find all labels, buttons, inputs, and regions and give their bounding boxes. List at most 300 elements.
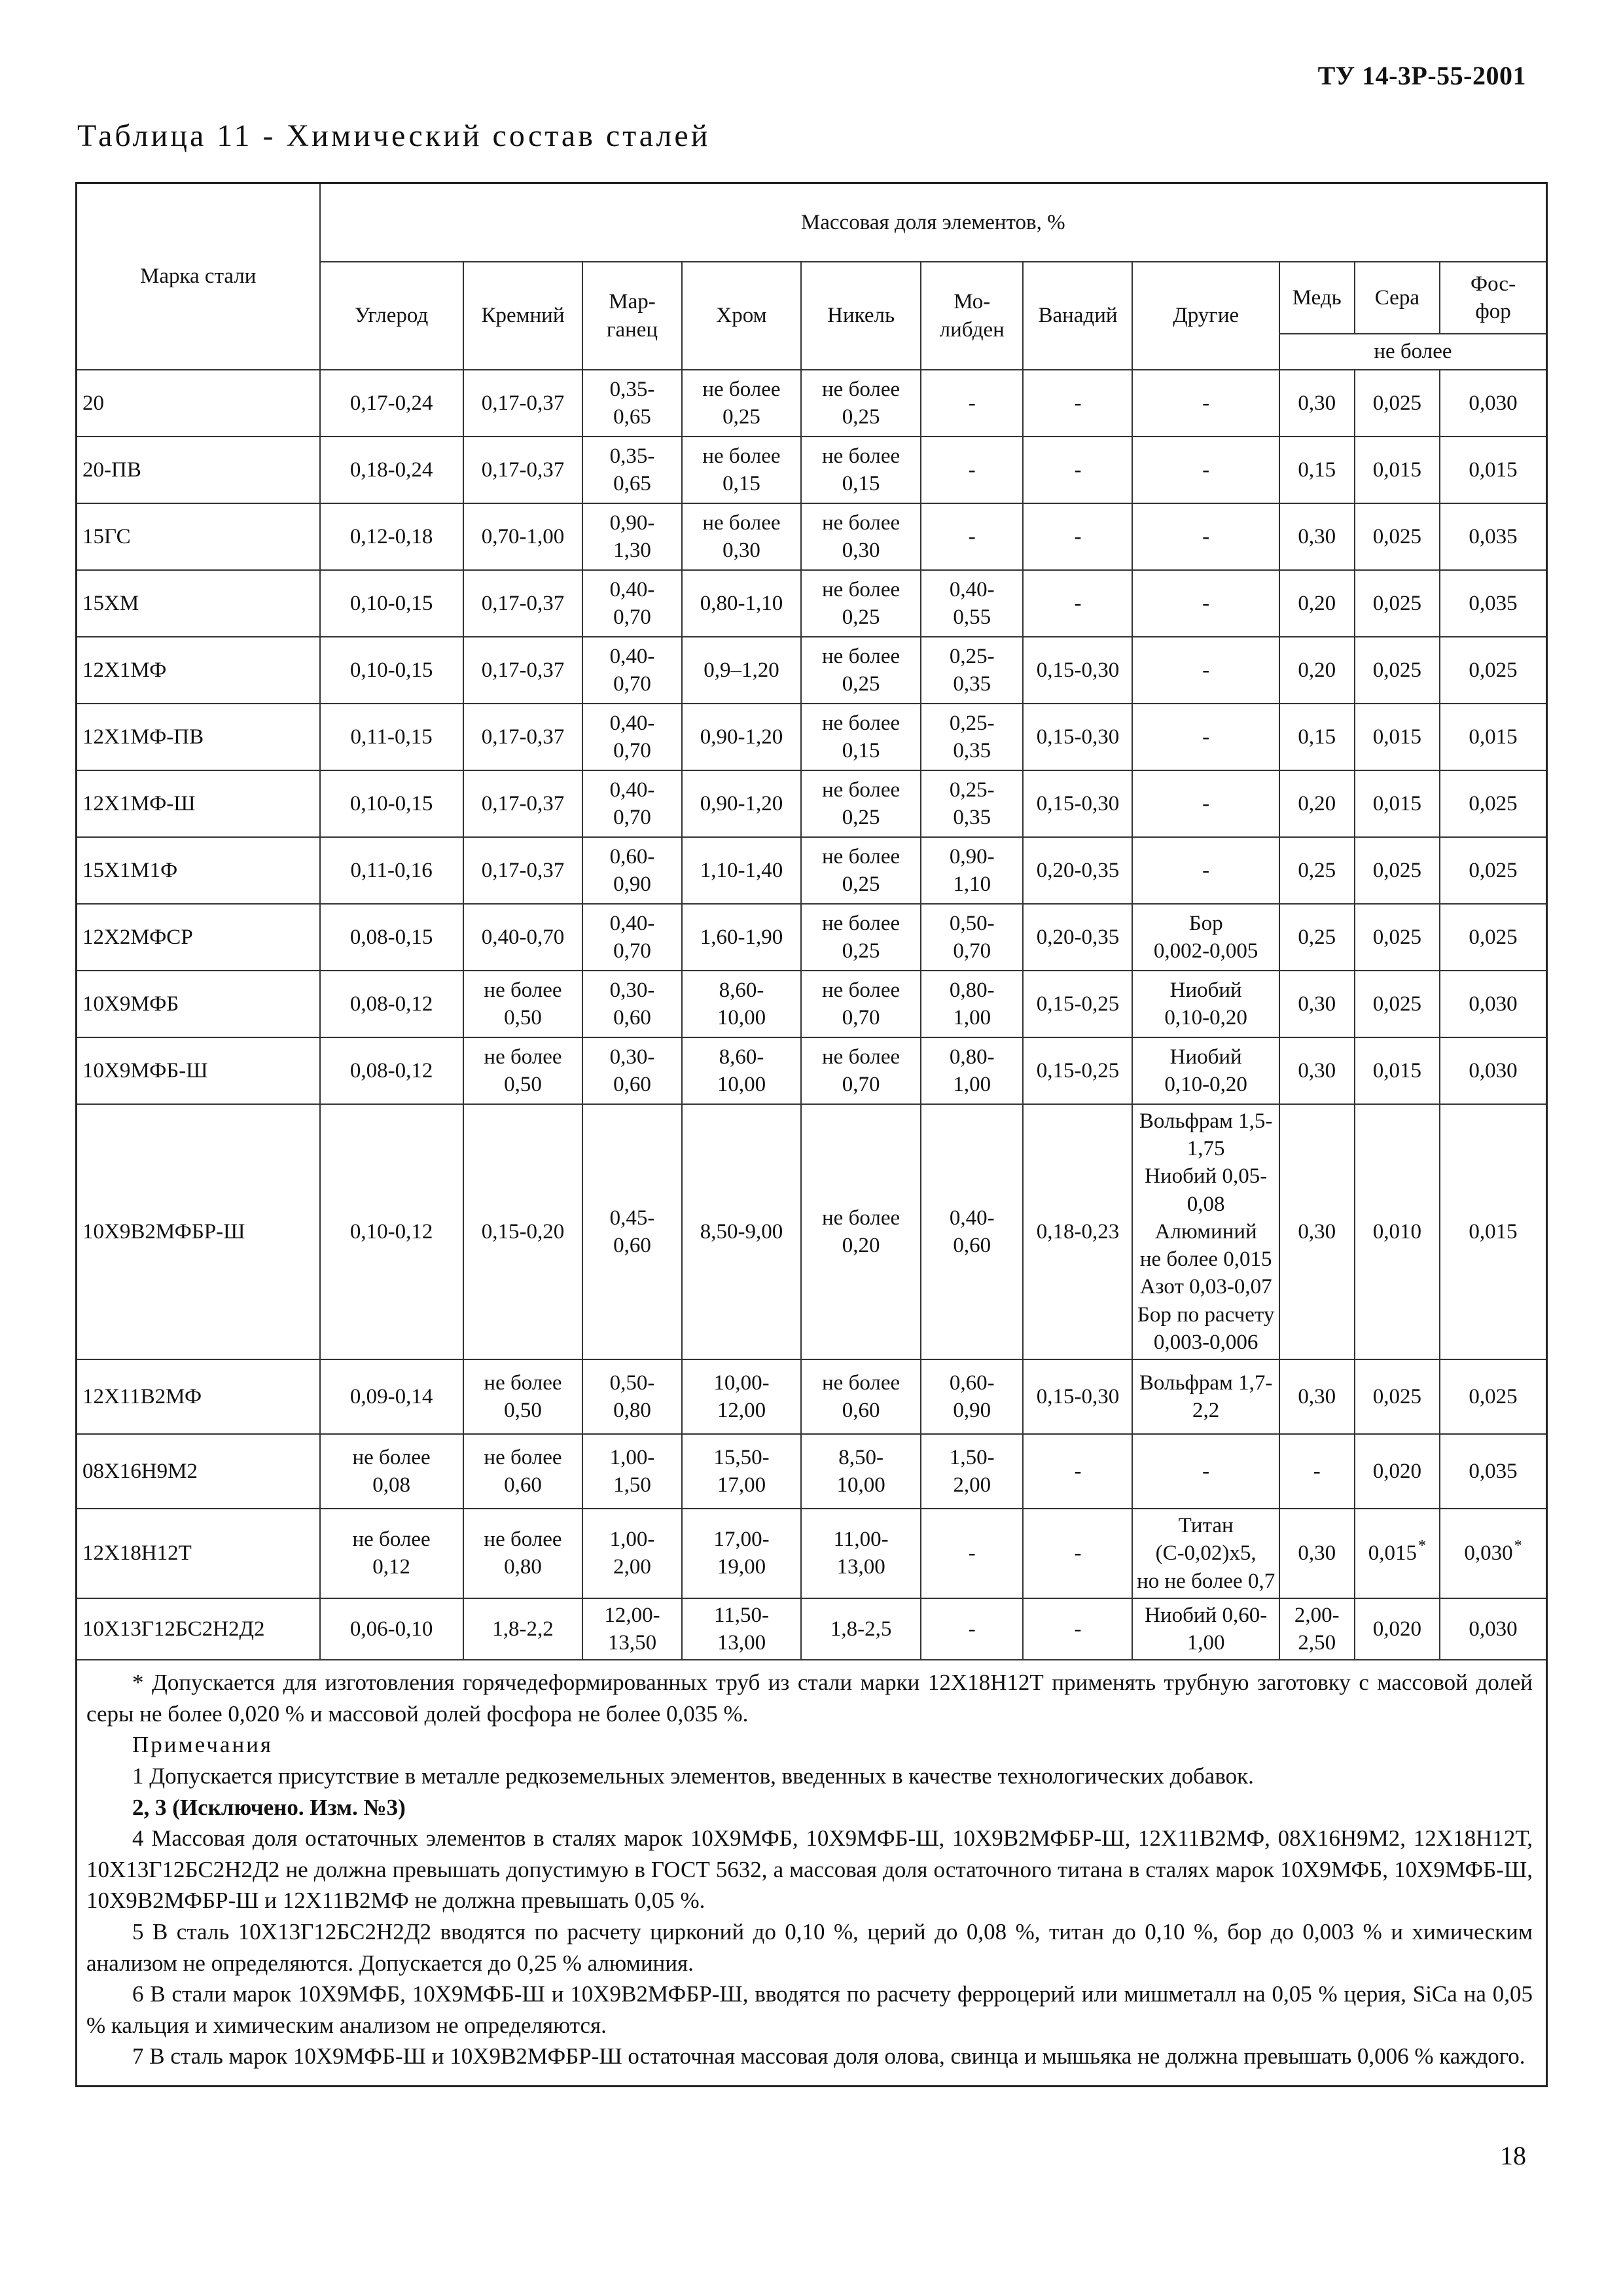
cell-value: 12Х1МФ-Ш	[82, 791, 196, 816]
cell-silicon	[463, 637, 583, 704]
cell-copper	[1279, 904, 1355, 971]
cell-value: 0,90- 1,10	[949, 844, 995, 896]
cell-value: 0,30	[1298, 1384, 1336, 1408]
cell-grade	[77, 370, 320, 437]
cell-manganese	[582, 370, 681, 437]
cell-value: 0,15-0,30	[1036, 658, 1120, 682]
cell-value: 0,015	[1469, 1219, 1518, 1244]
cell-value: -	[1202, 658, 1210, 682]
cell-nickel	[801, 637, 921, 704]
cell-nickel	[801, 904, 921, 971]
cell-phosphorus	[1440, 437, 1546, 503]
cell-value: 0,30- 0,60	[609, 1045, 655, 1096]
cell-value: 0,015	[1469, 725, 1518, 749]
cell-carbon	[320, 837, 463, 904]
cell-value: 1,00- 2,00	[609, 1528, 655, 1579]
cell-value: 12Х1МФ-ПВ	[82, 725, 204, 749]
cell-phosphorus	[1440, 1434, 1546, 1509]
cell-value: 0,025	[1469, 658, 1518, 682]
table-body	[77, 370, 1546, 1660]
cell-carbon	[320, 503, 463, 570]
cell-vanadium	[1023, 1037, 1132, 1104]
cell-sulfur	[1355, 904, 1440, 971]
cell-value: 0,015	[1372, 1058, 1421, 1083]
cell-vanadium	[1023, 637, 1132, 704]
cell-chromium	[682, 904, 802, 971]
cell-other	[1132, 1104, 1279, 1359]
cell-value: 11,00- 13,00	[833, 1528, 889, 1579]
cell-value: не более 0,80	[484, 1528, 562, 1579]
cell-phosphorus	[1440, 704, 1546, 770]
cell-copper	[1279, 971, 1355, 1037]
cell-sulfur	[1355, 1434, 1440, 1509]
cell-value: -	[1202, 725, 1210, 749]
table-row	[77, 370, 1546, 437]
cell-vanadium	[1023, 837, 1132, 904]
cell-copper	[1279, 437, 1355, 503]
header-copper: Медь	[1279, 262, 1355, 334]
cell-value: 0,15-0,25	[1036, 1058, 1120, 1083]
cell-vanadium	[1023, 570, 1132, 637]
cell-phosphorus	[1440, 904, 1546, 971]
cell-molybdenum	[921, 503, 1024, 570]
cell-value: не более 0,15	[822, 711, 901, 762]
cell-phosphorus	[1440, 370, 1546, 437]
header-vanadium: Ванадий	[1023, 262, 1132, 370]
cell-value: 0,10-0,12	[349, 1219, 433, 1244]
cell-value: 0,015	[1368, 1541, 1417, 1566]
cell-value: 0,025	[1372, 524, 1421, 548]
table-row	[77, 637, 1546, 704]
note-2-3: 2, 3 (Исключено. Изм. №3)	[132, 1794, 406, 1820]
cell-copper	[1279, 704, 1355, 770]
cell-value: 0,015	[1469, 457, 1518, 482]
cell-copper	[1279, 1104, 1355, 1359]
cell-manganese	[582, 770, 681, 837]
cell-copper	[1279, 1509, 1355, 1598]
cell-manganese	[582, 437, 681, 503]
cell-value: 8,60- 10,00	[717, 1045, 766, 1096]
note-4: 4 Массовая доля остаточных элементов в сталях марок 10Х9МФБ, 10Х9МФБ-Ш, 10Х9В2МФБР-Ш, 12Х11В2МФ, 08Х16Н9М2, 12Х18Н12Т, 10Х13Г12БС2Н2Д2 не должна превышать допустимую в ГОСТ 5632, а массовая доля остаточного титана в сталях марок 10Х9МФБ, 10Х9МФБ-Ш, 10Х9В2МФБР-Ш и 12Х11В2МФ не должна превышать 0,05 %.	[86, 1825, 1533, 1914]
cell-chromium	[682, 971, 802, 1037]
cell-manganese	[582, 904, 681, 971]
cell-value: 0,30	[1298, 1058, 1336, 1083]
cell-value: не более 0,25	[822, 778, 901, 829]
table-row	[77, 1509, 1546, 1598]
cell-copper	[1279, 1037, 1355, 1104]
cell-chromium	[682, 1104, 802, 1359]
cell-value: не более 0,12	[352, 1528, 431, 1579]
cell-value: 0,030	[1469, 1617, 1518, 1641]
cell-silicon	[463, 1104, 583, 1359]
cell-manganese	[582, 837, 681, 904]
cell-manganese	[582, 704, 681, 770]
cell-value: 0,70-1,00	[481, 524, 565, 548]
cell-value: 0,025	[1372, 591, 1421, 615]
cell-value: -	[1074, 1617, 1082, 1641]
cell-copper	[1279, 770, 1355, 837]
header-silicon: Кремний	[463, 262, 583, 370]
cell-other	[1132, 1434, 1279, 1509]
cell-phosphorus	[1440, 503, 1546, 570]
table-row	[77, 704, 1546, 770]
cell-phosphorus	[1440, 570, 1546, 637]
notes-heading: Примечания	[132, 1732, 274, 1758]
footnote-mark: *	[1514, 1537, 1522, 1555]
cell-molybdenum	[921, 971, 1024, 1037]
cell-chromium	[682, 837, 802, 904]
cell-other	[1132, 637, 1279, 704]
cell-value: 0,40- 0,70	[609, 711, 655, 762]
cell-silicon	[463, 770, 583, 837]
cell-silicon	[463, 1359, 583, 1434]
cell-value: 0,17-0,37	[481, 591, 565, 615]
cell-value: 0,90-1,20	[700, 725, 783, 749]
cell-copper	[1279, 503, 1355, 570]
cell-value: 0,30	[1298, 1541, 1336, 1566]
cell-chromium	[682, 1359, 802, 1434]
cell-grade	[77, 437, 320, 503]
cell-silicon	[463, 837, 583, 904]
header-mass-fraction: Массовая доля элементов, %	[320, 184, 1546, 262]
cell-nickel	[801, 1434, 921, 1509]
cell-value: 8,50- 10,00	[836, 1445, 885, 1498]
cell-value: 0,035	[1469, 524, 1518, 548]
cell-value: 0,30	[1298, 524, 1336, 548]
cell-other	[1132, 370, 1279, 437]
cell-value: 15Х1М1Ф	[82, 858, 178, 882]
cell-silicon	[463, 503, 583, 570]
cell-value: 0,08-0,15	[349, 925, 433, 949]
cell-value: 0,10-0,15	[349, 658, 433, 682]
cell-grade	[77, 1434, 320, 1509]
cell-value: 0,025	[1372, 391, 1421, 415]
cell-value: не более 0,60	[484, 1445, 562, 1498]
cell-other	[1132, 1598, 1279, 1660]
cell-sulfur	[1355, 1037, 1440, 1104]
cell-value: 10Х13Г12БС2Н2Д2	[82, 1617, 265, 1641]
cell-value: 0,17-0,37	[481, 457, 565, 482]
cell-value: не более 0,15	[702, 444, 781, 495]
cell-molybdenum	[921, 570, 1024, 637]
cell-other	[1132, 1509, 1279, 1598]
table-row	[77, 1104, 1546, 1359]
cell-nickel	[801, 1598, 921, 1660]
cell-value: 0,20-0,35	[1036, 858, 1120, 882]
cell-value: 1,8-2,2	[492, 1617, 554, 1641]
cell-copper	[1279, 837, 1355, 904]
cell-value: -	[1074, 457, 1082, 482]
cell-value: 0,60- 0,90	[949, 1371, 995, 1423]
cell-value: 0,15	[1298, 725, 1336, 749]
cell-value: не более 0,50	[484, 1045, 562, 1096]
cell-grade	[77, 570, 320, 637]
cell-value: 0,030	[1469, 992, 1518, 1016]
cell-value: не более 0,70	[822, 1045, 901, 1096]
cell-value: 0,15-0,25	[1036, 992, 1120, 1016]
page-number: 18	[1500, 2141, 1526, 2170]
cell-value: 0,17-0,37	[481, 858, 565, 882]
cell-copper	[1279, 637, 1355, 704]
cell-value: -	[968, 391, 976, 415]
cell-value: 0,035	[1469, 591, 1518, 615]
cell-chromium	[682, 637, 802, 704]
cell-chromium	[682, 1037, 802, 1104]
cell-value: 0,30	[1298, 992, 1336, 1016]
cell-value: 0,15	[1298, 457, 1336, 482]
cell-value: 0,015	[1372, 725, 1421, 749]
cell-silicon	[463, 704, 583, 770]
cell-value: 0,40- 0,70	[609, 644, 655, 696]
cell-value: 0,025	[1469, 1384, 1518, 1408]
cell-grade	[77, 770, 320, 837]
cell-value: -	[1074, 391, 1082, 415]
cell-manganese	[582, 1037, 681, 1104]
cell-value: 0,45- 0,60	[609, 1206, 655, 1258]
cell-value: 0,80- 1,00	[949, 978, 995, 1030]
cell-value: не более 0,08	[352, 1445, 431, 1498]
cell-value: 0,025	[1372, 925, 1421, 949]
cell-other	[1132, 1037, 1279, 1104]
cell-manganese	[582, 637, 681, 704]
cell-value: Ниобий 0,10-0,20	[1164, 1045, 1247, 1096]
cell-nickel	[801, 704, 921, 770]
cell-other	[1132, 837, 1279, 904]
cell-value: 0,06-0,10	[349, 1617, 433, 1641]
cell-value: 0,12-0,18	[349, 524, 433, 548]
cell-grade	[77, 971, 320, 1037]
cell-value: 0,025	[1372, 992, 1421, 1016]
table-row	[77, 1359, 1546, 1434]
cell-value: 0,11-0,15	[350, 725, 433, 749]
cell-value: не более 0,25	[822, 844, 901, 896]
cell-nickel	[801, 1037, 921, 1104]
cell-value: 0,40- 0,60	[949, 1206, 995, 1258]
cell-value: 10,00- 12,00	[713, 1371, 770, 1423]
cell-value: 1,60-1,90	[700, 925, 783, 949]
cell-value: -	[1202, 457, 1210, 482]
cell-copper	[1279, 570, 1355, 637]
cell-carbon	[320, 971, 463, 1037]
cell-value: не более 0,25	[822, 644, 901, 696]
cell-value: 1,8-2,5	[830, 1617, 892, 1641]
cell-value: -	[1074, 524, 1082, 548]
cell-value: 15ХМ	[82, 591, 139, 615]
cell-value: Ниобий 0,60-1,00	[1145, 1603, 1268, 1655]
header-other: Другие	[1132, 262, 1279, 370]
cell-manganese	[582, 1104, 681, 1359]
cell-value: 0,20	[1298, 791, 1336, 816]
cell-carbon	[320, 704, 463, 770]
cell-sulfur	[1355, 503, 1440, 570]
cell-value: 0,9–1,20	[704, 658, 779, 682]
cell-silicon	[463, 1509, 583, 1598]
table-row	[77, 1037, 1546, 1104]
cell-value: -	[968, 1617, 976, 1641]
notes-section	[77, 1660, 1546, 2085]
cell-value: 0,17-0,37	[481, 791, 565, 816]
cell-vanadium	[1023, 1104, 1132, 1359]
cell-grade	[77, 1598, 320, 1660]
cell-value: не более 0,15	[822, 444, 901, 495]
cell-value: 20-ПВ	[82, 457, 141, 482]
cell-manganese	[582, 971, 681, 1037]
cell-grade	[77, 837, 320, 904]
cell-grade	[77, 503, 320, 570]
cell-silicon	[463, 570, 583, 637]
cell-value: 0,40- 0,70	[609, 911, 655, 963]
cell-value: 0,80-1,10	[700, 591, 783, 615]
cell-value: -	[1202, 591, 1210, 615]
cell-value: -	[1074, 1541, 1082, 1566]
cell-value: 0,08-0,12	[349, 992, 433, 1016]
cell-value: -	[1202, 391, 1210, 415]
header-chromium: Хром	[682, 262, 802, 370]
cell-other	[1132, 770, 1279, 837]
cell-vanadium	[1023, 1509, 1132, 1598]
cell-manganese	[582, 1434, 681, 1509]
cell-sulfur	[1355, 1359, 1440, 1434]
cell-silicon	[463, 904, 583, 971]
cell-sulfur	[1355, 971, 1440, 1037]
cell-value: 0,18-0,23	[1036, 1219, 1120, 1244]
header-phosphorus: Фос- фор	[1440, 262, 1546, 334]
cell-grade	[77, 637, 320, 704]
cell-value: 0,25	[1298, 925, 1336, 949]
cell-value: 12,00- 13,50	[604, 1603, 660, 1655]
cell-value: 0,20	[1298, 658, 1336, 682]
cell-other	[1132, 1359, 1279, 1434]
cell-other	[1132, 704, 1279, 770]
table-row	[77, 904, 1546, 971]
cell-chromium	[682, 370, 802, 437]
cell-value: 8,50-9,00	[700, 1219, 783, 1244]
cell-molybdenum	[921, 1359, 1024, 1434]
cell-copper	[1279, 1434, 1355, 1509]
cell-value: 0,025	[1469, 858, 1518, 882]
cell-value: 0,40-0,70	[481, 925, 565, 949]
footnote-mark: *	[1418, 1537, 1426, 1555]
cell-vanadium	[1023, 370, 1132, 437]
cell-value: 12Х18Н12Т	[82, 1541, 192, 1566]
cell-molybdenum	[921, 1434, 1024, 1509]
cell-value: -	[968, 457, 976, 482]
cell-value: 10Х9МФБ-Ш	[82, 1058, 208, 1083]
table-title: Таблица 11 - Химический состав сталей	[77, 118, 711, 153]
cell-value: 0,025	[1372, 658, 1421, 682]
note-1: 1 Допускается присутствие в металле редкоземельных элементов, введенных в качестве технологических добавок.	[132, 1763, 1254, 1789]
cell-value: 0,90-1,20	[700, 791, 783, 816]
cell-silicon	[463, 971, 583, 1037]
cell-value: -	[1074, 1459, 1082, 1483]
cell-value: 0,010	[1372, 1219, 1421, 1244]
cell-vanadium	[1023, 770, 1132, 837]
cell-value: 0,35- 0,65	[609, 377, 655, 429]
cell-value: -	[968, 524, 976, 548]
cell-nickel	[801, 503, 921, 570]
cell-sulfur	[1355, 570, 1440, 637]
cell-chromium	[682, 1434, 802, 1509]
cell-vanadium	[1023, 503, 1132, 570]
header-no-more: не более	[1279, 334, 1546, 370]
cell-molybdenum	[921, 370, 1024, 437]
cell-sulfur	[1355, 637, 1440, 704]
cell-value: 0,25- 0,35	[949, 711, 995, 762]
cell-molybdenum	[921, 904, 1024, 971]
cell-phosphorus	[1440, 837, 1546, 904]
table-row	[77, 437, 1546, 503]
cell-value: 0,60- 0,90	[609, 844, 655, 896]
cell-value: 0,40- 0,70	[609, 778, 655, 829]
cell-carbon	[320, 770, 463, 837]
cell-copper	[1279, 1598, 1355, 1660]
document-code: ТУ 14-3Р-55-2001	[1317, 61, 1526, 90]
cell-carbon	[320, 1104, 463, 1359]
cell-value: -	[1202, 791, 1210, 816]
cell-value: 1,50- 2,00	[949, 1445, 995, 1498]
cell-value: не более 0,60	[822, 1371, 901, 1423]
cell-value: Титан (С-0,02)х5, но не более 0,7	[1137, 1514, 1275, 1593]
cell-value: 10Х9В2МФБР-Ш	[82, 1219, 245, 1244]
cell-copper	[1279, 370, 1355, 437]
cell-value: 0,50- 0,70	[949, 911, 995, 963]
cell-nickel	[801, 770, 921, 837]
cell-vanadium	[1023, 1359, 1132, 1434]
cell-molybdenum	[921, 704, 1024, 770]
cell-value: 12Х2МФСР	[82, 925, 193, 949]
cell-value: Ниобий 0,10-0,20	[1164, 978, 1247, 1030]
cell-grade	[77, 704, 320, 770]
cell-vanadium	[1023, 437, 1132, 503]
cell-value: не более 0,30	[702, 511, 781, 562]
cell-sulfur	[1355, 837, 1440, 904]
cell-value: 0,17-0,37	[481, 725, 565, 749]
cell-value: 0,35- 0,65	[609, 444, 655, 495]
cell-value: 8,60- 10,00	[717, 978, 766, 1030]
cell-value: 0,025	[1372, 858, 1421, 882]
cell-value: 0,030	[1469, 391, 1518, 415]
cell-phosphorus	[1440, 1509, 1546, 1598]
cell-molybdenum	[921, 637, 1024, 704]
header-grade: Марка стали	[77, 184, 320, 370]
cell-chromium	[682, 770, 802, 837]
cell-value: 0,025	[1372, 1384, 1421, 1408]
cell-value: 0,40- 0,55	[949, 577, 995, 629]
cell-value: 0,30- 0,60	[609, 978, 655, 1030]
cell-silicon	[463, 370, 583, 437]
cell-value: 0,030	[1464, 1541, 1513, 1566]
cell-manganese	[582, 503, 681, 570]
cell-value: 0,17-0,37	[481, 391, 565, 415]
cell-value: не более 0,30	[822, 511, 901, 562]
cell-value: 0,020	[1372, 1459, 1421, 1483]
cell-phosphorus	[1440, 1104, 1546, 1359]
cell-value: 0,10-0,15	[349, 791, 433, 816]
cell-phosphorus	[1440, 971, 1546, 1037]
cell-value: 0,25- 0,35	[949, 644, 995, 696]
cell-sulfur	[1355, 370, 1440, 437]
cell-copper	[1279, 1359, 1355, 1434]
table-row	[77, 837, 1546, 904]
cell-value: 2,00- 2,50	[1294, 1603, 1340, 1655]
cell-value: 12Х11В2МФ	[82, 1384, 202, 1408]
cell-chromium	[682, 1509, 802, 1598]
cell-molybdenum	[921, 1598, 1024, 1660]
cell-grade	[77, 1359, 320, 1434]
cell-value: 0,50- 0,80	[609, 1371, 655, 1423]
cell-nickel	[801, 1359, 921, 1434]
cell-carbon	[320, 637, 463, 704]
